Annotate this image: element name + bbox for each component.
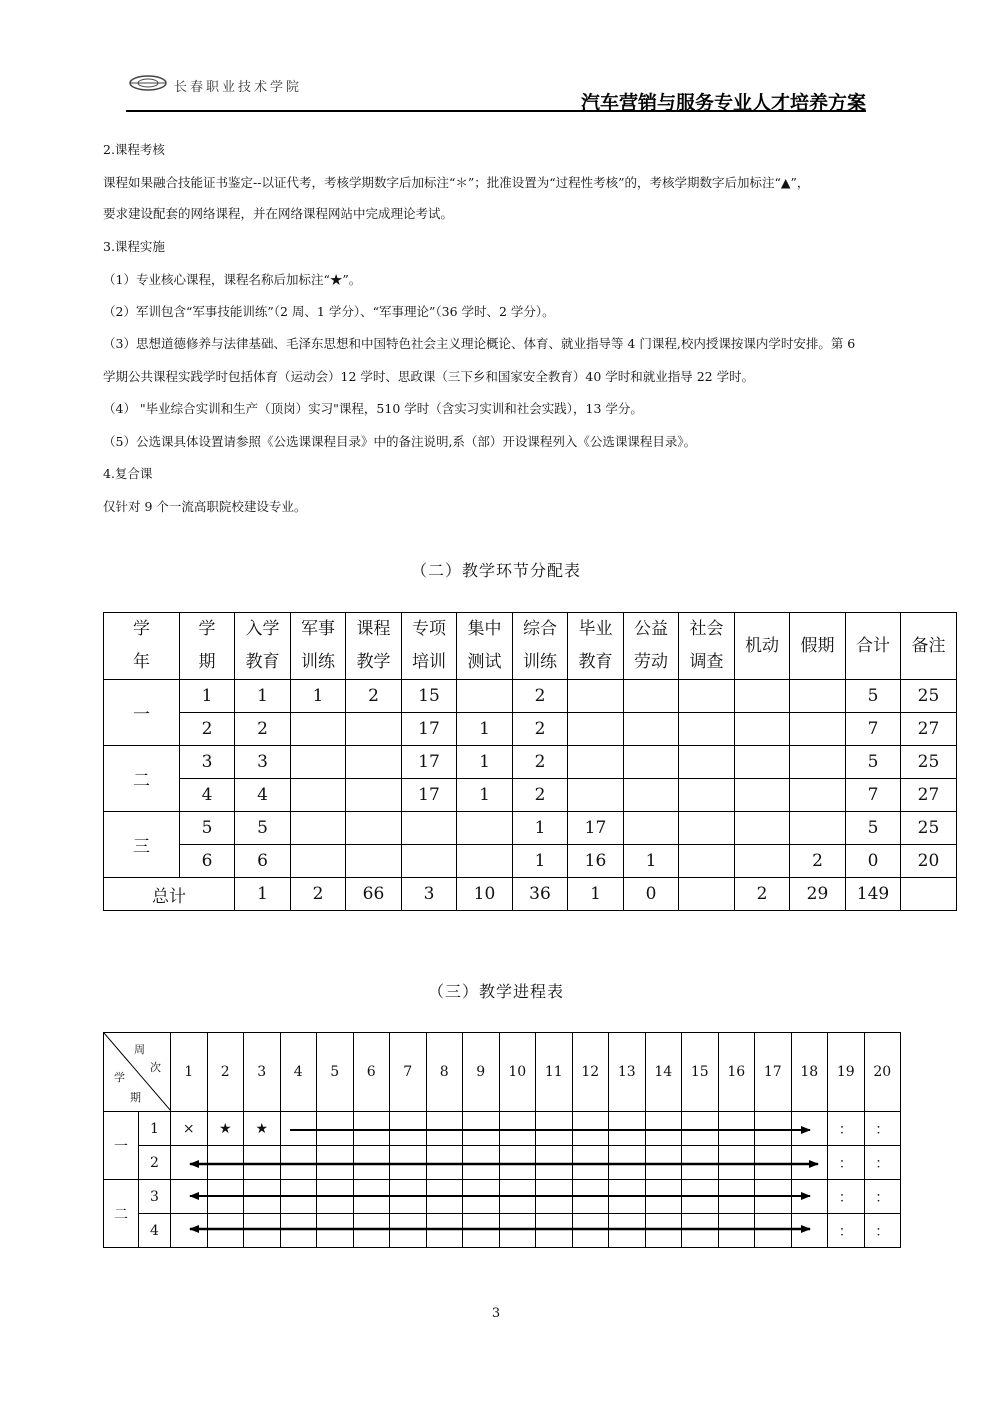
table-cell: 25 <box>901 680 957 713</box>
diag-term-1: 学 <box>114 1071 125 1084</box>
table-cell: 1 <box>457 779 513 812</box>
table-cell: 1 <box>457 746 513 779</box>
table-cell: 2 <box>235 713 291 746</box>
week-header-cell: 9 <box>463 1033 500 1112</box>
week-header-cell: 20 <box>864 1033 901 1112</box>
week-header-cell: 4 <box>280 1033 317 1112</box>
table-cell: 6 <box>235 845 291 878</box>
week-header-cell: 14 <box>645 1033 682 1112</box>
week-header-cell: 1 <box>171 1033 208 1112</box>
table-cell: 25 <box>901 746 957 779</box>
table-cell: 6 <box>180 845 235 878</box>
table1-title: （二）教学环节分配表 <box>410 561 581 580</box>
table-cell: 20 <box>901 845 957 878</box>
table-cell: 17 <box>402 779 457 812</box>
term-cell: 2 <box>139 1146 171 1180</box>
week-header-cell: 10 <box>499 1033 536 1112</box>
table-cell: 5 <box>846 812 901 845</box>
year-cell: 二 <box>104 1180 139 1248</box>
week-cell: ： <box>864 1214 901 1248</box>
table-cell: 15 <box>402 680 457 713</box>
week-cell: ： <box>864 1112 901 1146</box>
diag-week-2: 次 <box>150 1061 161 1074</box>
total-cell: 3 <box>402 878 457 911</box>
table-cell: 2 <box>513 746 568 779</box>
table-cell: 1 <box>291 680 346 713</box>
table-cell: 2 <box>346 680 402 713</box>
table-cell: 1 <box>624 845 679 878</box>
week-header-cell: 17 <box>755 1033 792 1112</box>
term-cell: 3 <box>139 1180 171 1214</box>
para-12: 仅针对 9 个一流高职院校建设专业。 <box>103 499 307 514</box>
para-2: 课程如果融合技能证书鉴定--以证代考，考核学期数字后加标注“＊”；批准设置为“过程性考核”的，考核学期数字后加标注“▲”， <box>103 175 810 190</box>
header-cell: 机动 <box>735 613 790 680</box>
table-cell: 5 <box>180 812 235 845</box>
week-cell: ★ <box>244 1112 281 1146</box>
para-5: （1）专业核心课程，课程名称后加标注“★”。 <box>103 272 362 287</box>
header-cell: 合计 <box>846 613 901 680</box>
total-cell: 1 <box>568 878 624 911</box>
table-cell: 2 <box>513 713 568 746</box>
table-cell: 4 <box>235 779 291 812</box>
para-9: （4） "毕业综合实训和生产（顶岗）实习"课程，510 学时（含实习实训和社会实践），13 学分。 <box>103 401 643 416</box>
week-header-cell: 8 <box>426 1033 463 1112</box>
table-cell: 1 <box>513 845 568 878</box>
header-title: 汽车营销与服务专业人才培养方案 <box>580 92 866 114</box>
table-cell: 5 <box>846 746 901 779</box>
total-cell: 1 <box>235 878 291 911</box>
total-cell: 149 <box>846 878 901 911</box>
table-cell: 2 <box>513 680 568 713</box>
header-cell: 专项 培训 <box>402 613 457 680</box>
para-7: （3）思想道德修养与法律基础、毛泽东思想和中国特色社会主义理论概论、体育、就业指导等 4 门课程,校内授课按课内学时安排。第 6 <box>103 336 856 351</box>
week-header-cell: 2 <box>207 1033 244 1112</box>
year-cell: 二 <box>104 746 180 812</box>
week-cell: ★ <box>207 1112 244 1146</box>
week-header-cell: 7 <box>390 1033 427 1112</box>
table-cell: 17 <box>402 713 457 746</box>
week-header-cell: 13 <box>609 1033 646 1112</box>
week-cell: × <box>171 1112 208 1146</box>
week-header-cell: 3 <box>244 1033 281 1112</box>
week-cell: ： <box>828 1146 865 1180</box>
table-cell: 2 <box>790 845 846 878</box>
table-cell: 1 <box>235 680 291 713</box>
table-cell: 27 <box>901 779 957 812</box>
table-cell: 25 <box>901 812 957 845</box>
header-cell: 毕业 教育 <box>568 613 624 680</box>
header-cell: 社会 调查 <box>679 613 735 680</box>
para-4: 3.课程实施 <box>103 239 165 254</box>
total-cell: 29 <box>790 878 846 911</box>
total-label: 总计 <box>104 878 235 911</box>
table-cell: 17 <box>402 746 457 779</box>
total-cell: 2 <box>735 878 790 911</box>
table-cell: 0 <box>846 845 901 878</box>
total-cell: 66 <box>346 878 402 911</box>
total-cell: 10 <box>457 878 513 911</box>
total-cell: 2 <box>291 878 346 911</box>
diag-term-2: 期 <box>130 1091 141 1104</box>
header-cell: 学 年 <box>104 613 180 680</box>
total-cell: 36 <box>513 878 568 911</box>
year-cell: 一 <box>104 1112 139 1180</box>
table-cell: 7 <box>846 713 901 746</box>
table-cell: 1 <box>180 680 235 713</box>
header-cell: 综合 训练 <box>513 613 568 680</box>
para-11: 4.复合课 <box>103 466 153 481</box>
week-header-cell: 16 <box>718 1033 755 1112</box>
week-cell: ： <box>864 1180 901 1214</box>
para-8: 学期公共课程实践学时包括体育（运动会）12 学时、思政课（三下乡和国家安全教育）40 学时和就业指导 22 学时。 <box>103 369 755 384</box>
week-header-cell: 19 <box>828 1033 865 1112</box>
week-header-cell: 6 <box>353 1033 390 1112</box>
year-cell: 一 <box>104 680 180 746</box>
table-cell: 5 <box>846 680 901 713</box>
para-6: （2）军训包含“军事技能训练”（2 周、1 学分）、“军事理论”（36 学时、2 学分）。 <box>103 304 555 319</box>
table-cell: 1 <box>513 812 568 845</box>
week-cell: ： <box>864 1146 901 1180</box>
table-cell: 7 <box>846 779 901 812</box>
total-cell: 0 <box>624 878 679 911</box>
table-cell: 16 <box>568 845 624 878</box>
header-cell: 公益 劳动 <box>624 613 679 680</box>
header-cell: 学 期 <box>180 613 235 680</box>
header-cell: 集中 测试 <box>457 613 513 680</box>
table-cell: 5 <box>235 812 291 845</box>
week-cell: ： <box>828 1214 865 1248</box>
week-header-cell: 15 <box>682 1033 719 1112</box>
table-cell: 2 <box>513 779 568 812</box>
week-header-cell: 11 <box>536 1033 573 1112</box>
header-cell: 备注 <box>901 613 957 680</box>
table-cell: 27 <box>901 713 957 746</box>
table-cell: 3 <box>235 746 291 779</box>
logo-text: 长春职业技术学院 <box>174 80 303 95</box>
table-cell: 4 <box>180 779 235 812</box>
diag-week-1: 周 <box>134 1043 145 1056</box>
term-cell: 4 <box>139 1214 171 1248</box>
header-cell: 假期 <box>790 613 846 680</box>
week-cell: ： <box>828 1112 865 1146</box>
para-10: （5）公选课具体设置请参照《公选课课程目录》中的备注说明,系（部）开设课程列入《公选课课程目录》。 <box>103 434 697 449</box>
page-number: 3 <box>491 1306 501 1321</box>
header-cell: 军事 训练 <box>291 613 346 680</box>
header-cell: 课程 教学 <box>346 613 402 680</box>
week-cell: ： <box>828 1180 865 1214</box>
week-header-cell: 18 <box>791 1033 828 1112</box>
week-header-cell: 12 <box>572 1033 609 1112</box>
table-cell: 3 <box>180 746 235 779</box>
table2-title: （三）教学进程表 <box>427 982 564 1001</box>
header-cell: 入学 教育 <box>235 613 291 680</box>
week-header-cell: 5 <box>317 1033 354 1112</box>
para-3: 要求建设配套的网络课程，并在网络课程网站中完成理论考试。 <box>103 206 454 221</box>
table-cell: 1 <box>457 713 513 746</box>
term-cell: 1 <box>139 1112 171 1146</box>
para-1: 2.课程考核 <box>103 142 165 157</box>
table-cell: 17 <box>568 812 624 845</box>
table-cell: 2 <box>180 713 235 746</box>
year-cell: 三 <box>104 812 180 878</box>
